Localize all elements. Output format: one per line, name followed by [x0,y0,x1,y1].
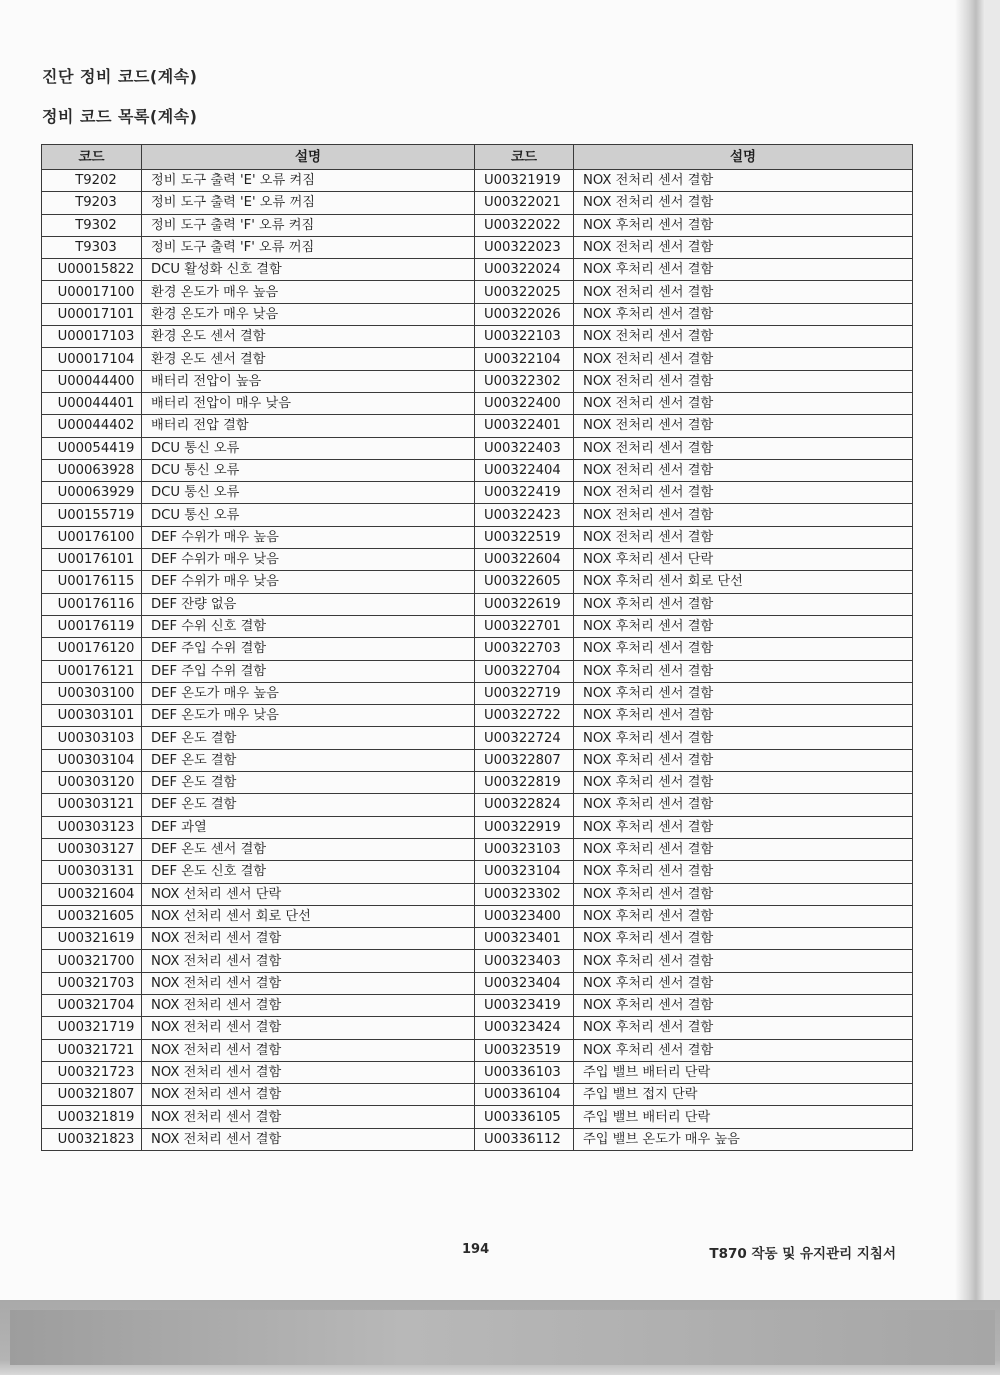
cell-description-left: DEF 온도 결함 [142,794,475,816]
table-row [42,705,913,727]
cell-description-right: NOX 후처리 센서 결함 [574,727,913,749]
cell-description-right: NOX 후처리 센서 결함 [574,615,913,637]
cell-code-right: U00322519 [475,526,574,548]
cell-description-left: DEF 주입 수위 결함 [142,660,475,682]
cell-description-right: NOX 후처리 센서 결함 [574,705,913,727]
table-row [42,950,913,972]
cell-description-left: DEF 과열 [142,816,475,838]
table-body [42,170,913,1151]
cell-code-right: U00322807 [475,749,574,771]
cell-code-right: U00323104 [475,861,574,883]
table-row [42,549,913,571]
table-row [42,749,913,771]
cell-code-left: U00321700 [42,950,142,972]
cell-code-left: U00017101 [42,303,142,325]
cell-code-left: U00303120 [42,772,142,794]
cell-description-right: NOX 후처리 센서 결함 [574,772,913,794]
cell-code-left: U00155719 [42,504,142,526]
cell-code-left: U00321721 [42,1039,142,1061]
cell-description-right: NOX 후처리 센서 결함 [574,259,913,281]
cell-code-right: U00322724 [475,727,574,749]
cell-code-left: T9303 [42,236,142,258]
table-row [42,593,913,615]
cell-code-right: U00322819 [475,772,574,794]
cell-description-left: NOX 전처리 센서 결함 [142,1084,475,1106]
cell-description-right: NOX 후처리 센서 회로 단선 [574,571,913,593]
cell-code-right: U00322023 [475,236,574,258]
cell-description-left: DEF 주입 수위 결함 [142,638,475,660]
cell-description-right: NOX 전처리 센서 결함 [574,504,913,526]
cell-code-left: U00321723 [42,1061,142,1083]
cell-code-right: U00322404 [475,459,574,481]
cell-description-right: NOX 전처리 센서 결함 [574,192,913,214]
table-row [42,236,913,258]
cell-code-left: U00321807 [42,1084,142,1106]
cell-description-right: NOX 후처리 센서 결함 [574,638,913,660]
cell-code-right: U00322703 [475,638,574,660]
cell-code-left: U00176100 [42,526,142,548]
cell-description-left: DEF 수위가 매우 높음 [142,526,475,548]
cell-code-left: U00321604 [42,883,142,905]
cell-code-right: U00322419 [475,482,574,504]
cell-description-right: NOX 후처리 센서 결함 [574,950,913,972]
cell-description-left: DEF 수위가 매우 낮음 [142,549,475,571]
cell-code-left: U00044402 [42,415,142,437]
cell-description-left: DCU 통신 오류 [142,459,475,481]
cell-code-right: U00323401 [475,928,574,950]
cell-description-left: DEF 수위 신호 결함 [142,615,475,637]
cell-description-right: NOX 전처리 센서 결함 [574,526,913,548]
cell-description-right: NOX 후처리 센서 결함 [574,303,913,325]
cell-description-right: NOX 후처리 센서 결함 [574,1039,913,1061]
cell-code-left: U00303123 [42,816,142,838]
cell-code-right: U00321919 [475,170,574,192]
table-row [42,772,913,794]
cell-description-right: NOX 전처리 센서 결함 [574,482,913,504]
table-row [42,660,913,682]
cell-description-left: NOX 전처리 센서 결함 [142,994,475,1016]
cell-code-right: U00322024 [475,259,574,281]
table-row [42,259,913,281]
cell-description-left: DEF 온도 결함 [142,727,475,749]
cell-code-right: U00336112 [475,1128,574,1150]
cell-description-right: NOX 후처리 센서 결함 [574,1017,913,1039]
cell-description-left: DEF 온도 결함 [142,772,475,794]
table-row [42,727,913,749]
cell-code-right: U00322103 [475,326,574,348]
cell-code-right: U00336103 [475,1061,574,1083]
cell-description-left: DEF 수위가 매우 낮음 [142,571,475,593]
cell-description-left: 환경 온도가 매우 높음 [142,281,475,303]
cell-code-right: U00323403 [475,950,574,972]
table-row [42,638,913,660]
cell-code-left: T9302 [42,214,142,236]
table-row [42,348,913,370]
header-description-left: 설명 [142,145,475,170]
table-row [42,504,913,526]
cell-code-left: U00017100 [42,281,142,303]
table-header-row [42,145,913,170]
cell-code-left: U00303100 [42,682,142,704]
table-row [42,415,913,437]
page-title: 진단 정비 코드(계속) [42,67,198,86]
cell-description-left: NOX 전처리 센서 결함 [142,1106,475,1128]
table-row [42,326,913,348]
cell-code-left: U00303127 [42,838,142,860]
cell-code-left: U00063928 [42,459,142,481]
table-row [42,1128,913,1150]
cell-code-right: U00323419 [475,994,574,1016]
section-subtitle: 정비 코드 목록(계속) [42,107,198,126]
cell-code-left: U00017103 [42,326,142,348]
table-row [42,370,913,392]
cell-code-right: U00322619 [475,593,574,615]
cell-description-right: NOX 후처리 센서 결함 [574,905,913,927]
header-description-right: 설명 [574,145,913,170]
cell-code-left: U00321605 [42,905,142,927]
cell-description-right: NOX 전처리 센서 결함 [574,459,913,481]
cell-code-right: U00322021 [475,192,574,214]
cell-code-right: U00322403 [475,437,574,459]
cell-description-right: NOX 후처리 센서 결함 [574,838,913,860]
cell-description-left: NOX 전처리 센서 결함 [142,972,475,994]
table-row [42,972,913,994]
cell-code-left: U00321619 [42,928,142,950]
cell-description-right: NOX 전처리 센서 결함 [574,170,913,192]
table-row [42,1106,913,1128]
cell-description-left: 정비 도구 출력 'F' 오류 켜짐 [142,214,475,236]
cell-description-left: DEF 온도 센서 결함 [142,838,475,860]
cell-code-left: U00063929 [42,482,142,504]
cell-code-right: U00336105 [475,1106,574,1128]
table-row [42,170,913,192]
cell-description-left: 환경 온도 센서 결함 [142,326,475,348]
page-edge-shadow [955,0,985,1300]
cell-description-right: 주입 밸브 온도가 매우 높음 [574,1128,913,1150]
cell-description-left: 환경 온도 센서 결함 [142,348,475,370]
cell-code-left: U00321703 [42,972,142,994]
cell-code-right: U00322302 [475,370,574,392]
cell-description-left: DEF 온도 결함 [142,749,475,771]
table-row [42,192,913,214]
header-code-right: 코드 [475,145,574,170]
cell-description-right: NOX 전처리 센서 결함 [574,326,913,348]
cell-description-right: NOX 후처리 센서 결함 [574,660,913,682]
table-row [42,1084,913,1106]
cell-code-right: U00322719 [475,682,574,704]
scanner-strip [10,1310,995,1365]
cell-code-left: U00303103 [42,727,142,749]
cell-code-left: T9203 [42,192,142,214]
table-row [42,303,913,325]
cell-description-left: DEF 잔량 없음 [142,593,475,615]
scanner-bed [0,1300,1000,1375]
cell-description-right: 주입 밸브 배터리 단락 [574,1106,913,1128]
cell-description-left: DCU 통신 오류 [142,437,475,459]
cell-code-left: U00303104 [42,749,142,771]
table-row [42,214,913,236]
cell-description-right: NOX 전처리 센서 결함 [574,281,913,303]
cell-description-left: 정비 도구 출력 'E' 오류 꺼짐 [142,192,475,214]
cell-code-left: U00176116 [42,593,142,615]
cell-code-left: U00176101 [42,549,142,571]
table-row [42,459,913,481]
cell-code-right: U00323400 [475,905,574,927]
cell-description-right: NOX 전처리 센서 결함 [574,392,913,414]
table-row [42,928,913,950]
cell-description-right: NOX 전처리 센서 결함 [574,415,913,437]
cell-description-left: DEF 온도 신호 결함 [142,861,475,883]
service-code-table [41,144,913,1151]
cell-description-right: NOX 후처리 센서 결함 [574,749,913,771]
cell-code-right: U00322022 [475,214,574,236]
cell-description-right: NOX 후처리 센서 결함 [574,883,913,905]
cell-description-left: 정비 도구 출력 'F' 오류 꺼짐 [142,236,475,258]
cell-description-right: NOX 후처리 센서 결함 [574,861,913,883]
cell-code-right: U00336104 [475,1084,574,1106]
cell-code-left: U00321823 [42,1128,142,1150]
cell-description-right: NOX 후처리 센서 결함 [574,593,913,615]
cell-code-right: U00322025 [475,281,574,303]
cell-code-left: U00176119 [42,615,142,637]
cell-description-left: DCU 활성화 신호 결함 [142,259,475,281]
cell-code-left: U00015822 [42,259,142,281]
table-row [42,1061,913,1083]
cell-code-right: U00322919 [475,816,574,838]
cell-description-right: NOX 후처리 센서 단락 [574,549,913,571]
table-row [42,392,913,414]
cell-code-right: U00322401 [475,415,574,437]
cell-code-left: U00303121 [42,794,142,816]
cell-code-right: U00322704 [475,660,574,682]
cell-code-left: U00176120 [42,638,142,660]
table-row [42,838,913,860]
cell-code-left: U00044401 [42,392,142,414]
cell-description-left: DCU 통신 오류 [142,482,475,504]
cell-description-left: 정비 도구 출력 'E' 오류 켜짐 [142,170,475,192]
cell-code-right: U00323404 [475,972,574,994]
cell-description-left: DEF 온도가 매우 낮음 [142,705,475,727]
cell-description-left: 환경 온도가 매우 낮음 [142,303,475,325]
cell-description-right: 주입 밸브 배터리 단락 [574,1061,913,1083]
manual-title: T870 작동 및 유지관리 지침서 [709,1246,896,1262]
cell-description-right: NOX 전처리 센서 결함 [574,348,913,370]
cell-description-left: 배터리 전압 결함 [142,415,475,437]
page-number: 194 [462,1242,490,1257]
cell-code-left: U00044400 [42,370,142,392]
cell-description-left: NOX 전처리 센서 결함 [142,1061,475,1083]
cell-code-left: U00176121 [42,660,142,682]
cell-code-right: U00322604 [475,549,574,571]
table-row [42,994,913,1016]
cell-code-left: U00321704 [42,994,142,1016]
cell-description-right: NOX 후처리 센서 결함 [574,214,913,236]
cell-code-right: U00322026 [475,303,574,325]
cell-description-right: NOX 전처리 센서 결함 [574,236,913,258]
cell-description-right: NOX 후처리 센서 결함 [574,994,913,1016]
table-row [42,794,913,816]
table-row [42,861,913,883]
table-row [42,482,913,504]
cell-code-left: U00017104 [42,348,142,370]
table-row [42,1039,913,1061]
table-row [42,437,913,459]
cell-description-left: 배터리 전압이 높음 [142,370,475,392]
cell-code-right: U00323103 [475,838,574,860]
cell-description-right: NOX 후처리 센서 결함 [574,816,913,838]
cell-code-right: U00323424 [475,1017,574,1039]
table-row [42,571,913,593]
cell-code-right: U00323519 [475,1039,574,1061]
cell-description-left: NOX 전처리 센서 결함 [142,1017,475,1039]
cell-code-left: U00054419 [42,437,142,459]
cell-code-left: U00303131 [42,861,142,883]
cell-description-left: NOX 선처리 센서 단락 [142,883,475,905]
cell-description-right: NOX 후처리 센서 결함 [574,794,913,816]
cell-code-left: U00321719 [42,1017,142,1039]
cell-code-right: U00322423 [475,504,574,526]
cell-code-left: U00321819 [42,1106,142,1128]
cell-description-right: NOX 후처리 센서 결함 [574,972,913,994]
cell-description-left: DCU 통신 오류 [142,504,475,526]
cell-description-right: NOX 후처리 센서 결함 [574,682,913,704]
cell-description-left: NOX 선처리 센서 회로 단선 [142,905,475,927]
cell-code-right: U00322605 [475,571,574,593]
cell-description-right: NOX 전처리 센서 결함 [574,370,913,392]
cell-code-right: U00322722 [475,705,574,727]
table-row [42,526,913,548]
table-row [42,281,913,303]
cell-description-left: NOX 전처리 센서 결함 [142,928,475,950]
cell-description-right: 주입 밸브 접지 단락 [574,1084,913,1106]
table-row [42,905,913,927]
cell-code-left: U00176115 [42,571,142,593]
cell-description-right: NOX 전처리 센서 결함 [574,437,913,459]
table-row [42,682,913,704]
cell-code-right: U00322824 [475,794,574,816]
cell-description-left: NOX 전처리 센서 결함 [142,1128,475,1150]
table-row [42,615,913,637]
cell-description-right: NOX 후처리 센서 결함 [574,928,913,950]
cell-code-right: U00323302 [475,883,574,905]
cell-code-right: U00322104 [475,348,574,370]
cell-description-left: DEF 온도가 매우 높음 [142,682,475,704]
table-row [42,883,913,905]
table-row [42,816,913,838]
cell-code-right: U00322400 [475,392,574,414]
cell-description-left: NOX 전처리 센서 결함 [142,950,475,972]
cell-code-left: U00303101 [42,705,142,727]
cell-code-right: U00322701 [475,615,574,637]
cell-code-left: T9202 [42,170,142,192]
table-row [42,1017,913,1039]
cell-description-left: 배터리 전압이 매우 낮음 [142,392,475,414]
header-code-left: 코드 [42,145,142,170]
cell-description-left: NOX 전처리 센서 결함 [142,1039,475,1061]
